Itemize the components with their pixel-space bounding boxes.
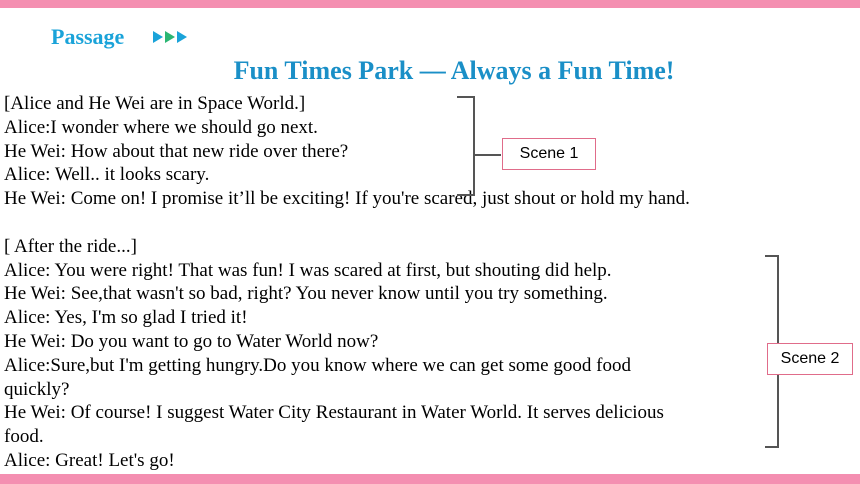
dialogue-line: Alice: You were right! That was fun! I was scared at first, but shouting did help. [4, 259, 612, 281]
dialogue-line: food. [4, 426, 44, 448]
dialogue-line: He Wei: See,that wasn't so bad, right? You never know until you try something. [4, 283, 608, 305]
scene2-label: Scene 2 [767, 343, 853, 375]
dialogue-line: [ After the ride...] [4, 235, 137, 257]
dialogue-line: He Wei: Do you want to go to Water World now? [4, 330, 379, 352]
page-title: Fun Times Park — Always a Fun Time! [233, 56, 675, 85]
triple-play-arrows-icon [153, 29, 193, 45]
spacer [4, 211, 804, 235]
scene1-bracket [457, 96, 475, 196]
scene1-label: Scene 1 [502, 138, 596, 170]
dialogue-line: Alice:Sure,but I'm getting hungry.Do you know where we can get some good food [4, 354, 631, 376]
dialogue-line: [Alice and He Wei are in Space World.] [4, 93, 306, 114]
top-decorative-bar [0, 0, 860, 8]
dialogue-line: Alice: Great! Let's go! [4, 449, 175, 471]
dialogue-line: He Wei: Of course! I suggest Water City Restaurant in Water World. It serves delicious [4, 402, 664, 424]
dialogue-text [4, 92, 804, 473]
scene1-connector [475, 154, 501, 156]
bottom-decorative-bar [0, 474, 860, 484]
section-label: Passage [51, 24, 125, 49]
dialogue-line: He Wei: Come on! I promise it’ll be exciting! If you're scared, just shout or hold my hand. [4, 188, 690, 210]
dialogue-line: He Wei: How about that new ride over there? [4, 140, 349, 162]
dialogue-line: Alice: Yes, I'm so glad I tried it! [4, 307, 248, 329]
dialogue-line: Alice: Well.. it looks scary. [4, 164, 210, 186]
dialogue-line: Alice:I wonder where we should go next. [4, 116, 318, 138]
dialogue-line: quickly? [4, 378, 70, 400]
